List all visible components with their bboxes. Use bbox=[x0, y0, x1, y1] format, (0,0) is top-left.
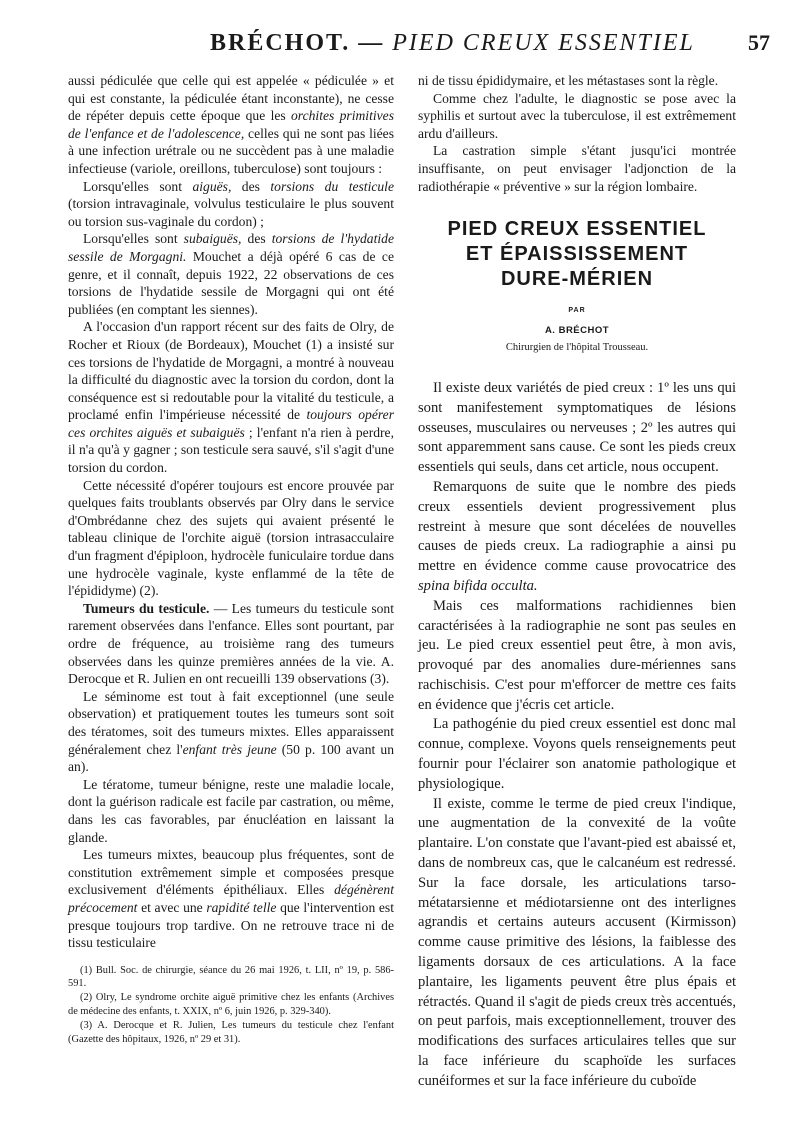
paragraph bbox=[68, 318, 394, 476]
paragraph: Il existe deux variétés de pied creux : 1º les uns qui sont manifestement symptomatiques de lésions osseuses, musculaires ou nerveuses ; 2º les autres qui sont apparemment sans cause. Ce sont les pieds creux essentiels qui seuls, dans cet article, nous occupent. bbox=[418, 379, 736, 476]
text: des bbox=[231, 178, 271, 194]
paragraph bbox=[68, 846, 394, 952]
text: enfant très jeune bbox=[182, 741, 277, 757]
article-title-line: ET ÉPAISSISSEMENT bbox=[465, 243, 689, 266]
running-title-author: BRÉCHOT. — bbox=[210, 30, 393, 56]
text: Lorsqu'elles sont bbox=[83, 178, 193, 194]
paragraph: Il existe, comme le terme de pied creux l'indique, une augmentation de la convexité de la voûte plantaire. L'on constate que l'avant-pied est abaissé et, dans de nombreux cas, que le calcanéum est redressé. Sur la face dorsale, les articulations tarso-métatarsienne et médiotarsienne ont des interlignes agrandis et certains auteurs accusent (Kirmisson) comme cause primitive des lésions, la faiblesse des ligaments dorsaux de ces articulations. A la face plantaire, les ligaments peuvent être plus épais et rétractés. Quand il s'agit de pieds creux très accentués, on peut parfois, mais exceptionnellement, trouver des modifications des surfaces articulaires telles que sur la face inférieure du scaphoïde les surfaces cunéiformes et sur la face inférieure du cuboïde bbox=[418, 795, 736, 1089]
text: celles qui ne sont pas liées à une infection urétrale ou ne succèdent pas à une maladie infectieuse (variole, oreillons, tuberculose) sont toujours : bbox=[68, 125, 394, 176]
text: Les tumeurs mixtes, beaucoup plus fréquentes, sont de constitution extrêmement simple et composées presque exclusivement d'éléments épithéliaux. Elles bbox=[68, 847, 394, 898]
paragraph: La castration simple s'étant jusqu'ici montrée insuffisante, on peut envisager l'adjonction de la radiothérapie « préventive » sur la région lombaire. bbox=[418, 143, 736, 194]
text: Le séminome est tout à fait exceptionnel (une seule observation) et pratiquement toutes les tumeurs sont soit des tératomes, soit des tumeurs mixtes. Elles apparaissent généralement chez l' bbox=[68, 688, 394, 757]
footnote: (2) Olry, Le syndrome orchite aiguë primitive chez les enfants (Archives de médecine des enfants, t. XXIX, nº 6, juin 1926, p. 329-340). bbox=[68, 992, 394, 1018]
text: spina bifida occulta. bbox=[418, 577, 538, 594]
text: orchites primitives de l'enfance et de l'adolescence, bbox=[68, 108, 394, 141]
text: (50 p. 100 avant un an). bbox=[68, 741, 395, 775]
paragraph: Mais ces malformations rachidiennes bien caractérisées à la radiographie ne sont pas seules en jeu. Le pied creux essentiel peut être, à mon avis, provoqué par des anomalies dure-mériennes sans rachischisis. C'est pour m'efforcer de mettre ces faits en évidence que j'écris cet article. bbox=[418, 597, 736, 713]
text: torsions du testicule bbox=[270, 178, 394, 194]
article-title-line: DURE-MÉRIEN bbox=[500, 268, 654, 291]
paragraph: La pathogénie du pied creux essentiel est donc mal connue, complexe. Voyons quels renseignements peut fournir pour l'éclairer son anatomie pathologique et physiologique. bbox=[418, 716, 736, 792]
text: dégénèrent précocement bbox=[68, 882, 394, 915]
text: que l'intervention est presque toujours trop tardive. On ne retrouve trace ni de tissu testiculaire bbox=[68, 899, 394, 951]
paragraph bbox=[418, 478, 736, 597]
text: des bbox=[241, 231, 272, 247]
text: Lorsqu'elles sont bbox=[83, 231, 184, 247]
text: torsions de l'hydatide sessile de Morgagni. bbox=[68, 231, 394, 264]
paragraph bbox=[68, 600, 394, 688]
paragraph bbox=[68, 230, 394, 318]
text: — Les tumeurs du testicule sont rarement observées dans l'enfance. Elles sont pourtant, par ordre de fréquence, au troisième rang des tumeurs observées dans les quinze premières années de la vie. A. Derocque et R. Julien en ont recueilli 139 observations (3). bbox=[68, 600, 394, 687]
text: ; l'enfant n'a rien à perdre, il n'a qu'à y gagner ; son testicule sera sauvé, s'il s'agit d'une torsion du cordon. bbox=[68, 424, 394, 476]
text: subaiguës, bbox=[183, 231, 242, 247]
page-number: 57 bbox=[748, 30, 770, 55]
paragraph bbox=[68, 72, 394, 178]
paragraph: Cette nécessité d'opérer toujours est encore prouvée par quelques faits troublants observés par Olry dans le service d'Ombrédanne chez des sujets qui avaient présenté le tableau clinique de l'orchite aiguë (torsion intrasacculaire d'un fragment d'épiploon, hydrocèle funiculaire tordue dans une hydrocèle vaginale, kyste enflammé de la tête de l'épididyme) (2). bbox=[68, 477, 394, 599]
text: Mouchet a déjà opéré 6 cas de ce genre, et il connaît, depuis 1922, 22 observations de ces torsions de l'hydatide sessile de Morgagni qui ont été publiées (en comptant les siennes). bbox=[68, 248, 394, 317]
article-body bbox=[418, 379, 736, 1092]
section-heading: Tumeurs du testicule. bbox=[83, 600, 210, 616]
previous-article-end bbox=[418, 72, 736, 195]
text: Remarquons de suite que le nombre des pieds creux essentiels devient progressivement plus restreint à mesure que sont décelées de nouvelles causes de pieds creux. La radiographie a ainsi pu mettre en évidence comme cause provocatrice des bbox=[418, 478, 736, 575]
running-title-subject: PIED CREUX ESSENTIEL bbox=[392, 30, 695, 56]
footnote: (1) Bull. Soc. de chirurgie, séance du 26 mai 1926, t. LII, nº 19, p. 586-591. bbox=[68, 964, 394, 990]
footnotes bbox=[68, 964, 394, 1047]
author-name: A. BRÉCHOT bbox=[544, 324, 610, 336]
text: et avec une bbox=[137, 899, 207, 915]
author-affiliation: Chirurgien de l'hôpital Trousseau. bbox=[505, 342, 649, 354]
byline-par: PAR bbox=[568, 307, 586, 315]
paragraph bbox=[68, 178, 394, 231]
left-column bbox=[68, 72, 394, 1046]
paragraph: Comme chez l'adulte, le diagnostic se pose avec la syphilis et surtout avec la tuberculose, il est extrêmement ardu d'ailleurs. bbox=[418, 90, 736, 141]
footnote: (3) A. Derocque et R. Julien, Les tumeurs du testicule chez l'enfant (Gazette des hôpitaux, 1926, nº 29 et 31). bbox=[68, 1019, 394, 1045]
paragraph: ni de tissu épididymaire, et les métastases sont la règle. bbox=[418, 73, 719, 88]
paragraph bbox=[68, 688, 394, 776]
article-title bbox=[418, 217, 736, 292]
running-header bbox=[60, 30, 780, 64]
paragraph: Le tératome, tumeur bénigne, reste une maladie locale, dont la guérison radicale est facile par castration, ou même, dans les cas favorables, par énucléation en laissant la glande. bbox=[68, 776, 394, 845]
text: A l'occasion d'un rapport récent sur des faits de Olry, de Rocher et Rioux (de Bordeaux), Mouchet (1) a insisté sur ces torsions de l'hydatide de Morgagni, a montré à nouveau la difficulté du diagnostic avec la torsion du cordon, dont la conséquence est si redoutable pour la vitalité du testicule, a proclamé enfin l'impérieuse nécessité de bbox=[68, 319, 394, 423]
text: toujours opérer ces orchites aiguës et subaiguës bbox=[68, 407, 394, 440]
right-column bbox=[418, 72, 736, 1092]
text: aussi pédiculée que celle qui est appelée « pédiculée » et qui est constante, la pédiculée étant inconstante), ne cesse de répéter depuis cette époque que les bbox=[68, 73, 394, 124]
text: aiguës, bbox=[192, 178, 232, 194]
running-title bbox=[210, 30, 695, 57]
article-title-line: PIED CREUX ESSENTIEL bbox=[447, 218, 707, 241]
text: (torsion intravaginale, volvulus testiculaire le plus souvent ou torsion sus-vaginale du cordon) ; bbox=[68, 196, 394, 229]
text: rapidité telle bbox=[206, 899, 277, 915]
